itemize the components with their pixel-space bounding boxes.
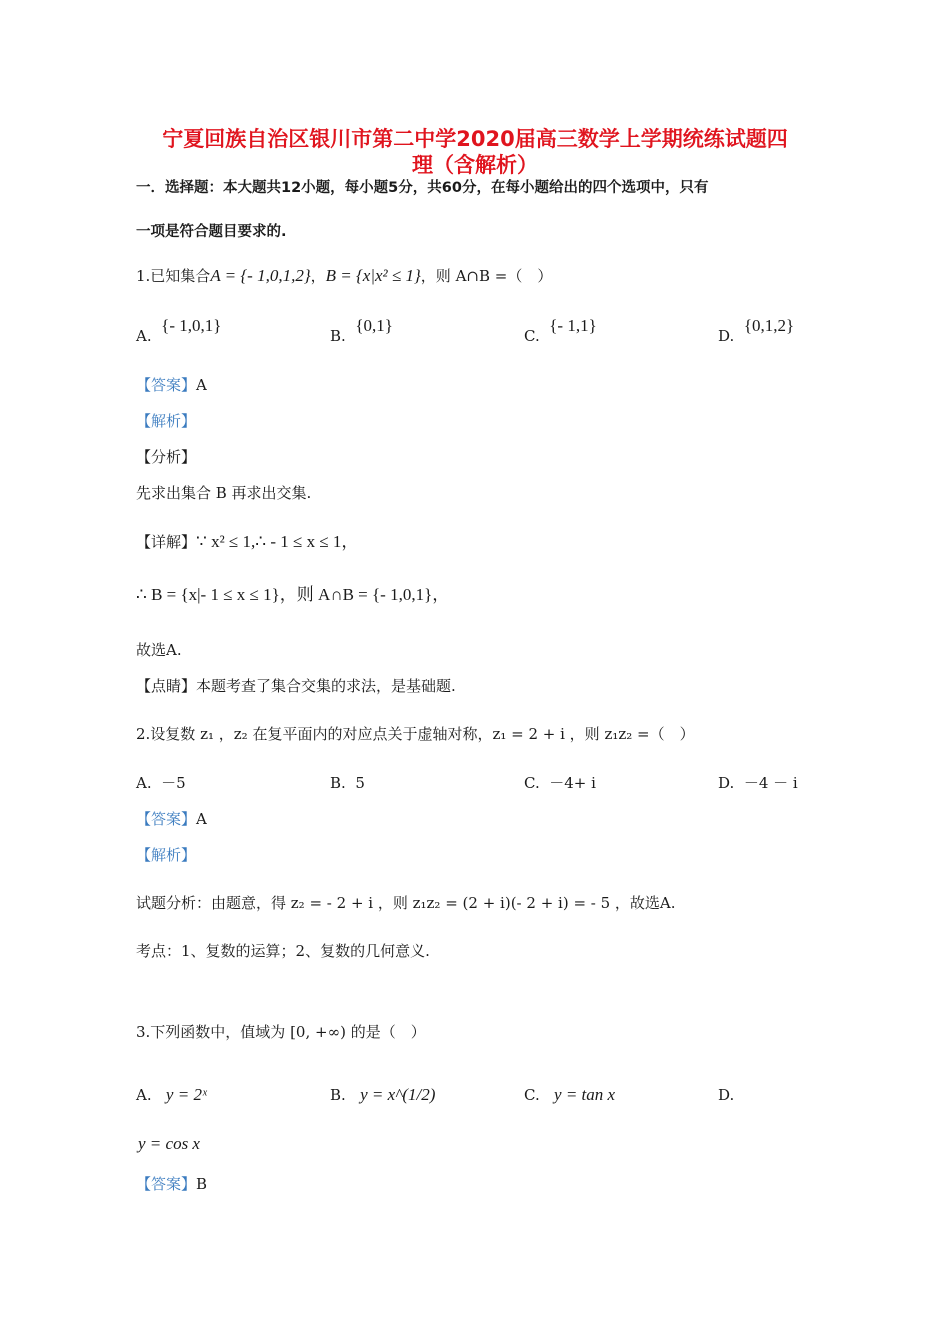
- q1-conclusion: 故选A.: [136, 641, 182, 659]
- q1-stem-prefix: 1.已知集合: [136, 267, 211, 285]
- q1-dianjing: 【点睛】本题考查了集合交集的求法，是基础题.: [136, 677, 456, 695]
- section-header-line2: 一项是符合题目要求的.: [136, 224, 287, 240]
- q1-set-a: A = {- 1,0,1,2}: [210, 266, 311, 285]
- q2-jiexi-tag: 【解析】: [136, 846, 197, 864]
- q1-fenxi-text: 先求出集合 B 再求出交集.: [136, 484, 312, 502]
- q1-stem-suffix: ，则 A∩B =（ ）: [420, 267, 553, 285]
- q3-answer: 【答案】B: [136, 1175, 208, 1193]
- q1-comma: ，: [310, 267, 326, 285]
- q1-answer: 【答案】A: [136, 376, 207, 394]
- q1-option-a: A. {- 1,0,1}: [136, 316, 222, 345]
- page-title-line2: 理（含解析）: [412, 153, 538, 177]
- q2-stem: 2.设复数 z₁ ，z₂ 在复平面内的对应点关于虚轴对称，z₁ = 2 + i ，则 z₁z₂ =（ ）: [136, 725, 695, 743]
- q3-stem: 3.下列函数中，值域为 [0, +∞) 的是（ ）: [136, 1023, 426, 1041]
- q1-xiangjie: 【详解】∵ x² ≤ 1,∴ - 1 ≤ x ≤ 1，: [136, 532, 359, 551]
- q2-analysis: 试题分析：由题意，得 z₂ = - 2 + i ，则 z₁z₂ = (2 + i)(- 2 + i) = - 5 ，故选A.: [136, 894, 676, 912]
- q1-set-b: B = {x|x² ≤ 1}: [325, 266, 421, 285]
- q2-kaodian: 考点：1、复数的运算；2、复数的几何意义.: [136, 942, 430, 960]
- q1-option-b: B. {0,1}: [330, 316, 393, 345]
- section-header-line1: 一．选择题：本大题共12小题，每小题5分，共60分，在每小题给出的四个选项中，只有: [136, 180, 709, 196]
- q2-option-b: B. 5: [330, 774, 365, 792]
- q2-option-a: A. －5: [136, 774, 186, 792]
- q1-therefore-line: ∴ B = {x|- 1 ≤ x ≤ 1}，则 A∩B = {- 1,0,1}，: [136, 585, 450, 604]
- q2-option-c: C. －4+ i: [524, 774, 596, 792]
- q3-option-b: B. y = x^(1/2): [330, 1085, 436, 1104]
- q1-option-c: C. {- 1,1}: [524, 316, 597, 345]
- q3-option-c: C. y = tan x: [524, 1085, 616, 1104]
- q1-option-d: D. {0,1,2}: [718, 316, 795, 345]
- q1-fenxi-tag: 【分析】: [136, 448, 197, 466]
- q2-answer: 【答案】A: [136, 810, 207, 828]
- q3-option-d-value: y = cos x: [138, 1134, 200, 1153]
- q2-option-d: D. －4 － i: [718, 774, 798, 792]
- q3-option-a: A. y = 2ˣ: [136, 1085, 207, 1104]
- q1-stem: [136, 266, 552, 286]
- q1-jiexi-tag: 【解析】: [136, 412, 197, 430]
- page-title-line1: 宁夏回族自治区银川市第二中学2020届高三数学上学期统练试题四: [162, 127, 788, 151]
- q3-option-d: D.: [718, 1086, 735, 1104]
